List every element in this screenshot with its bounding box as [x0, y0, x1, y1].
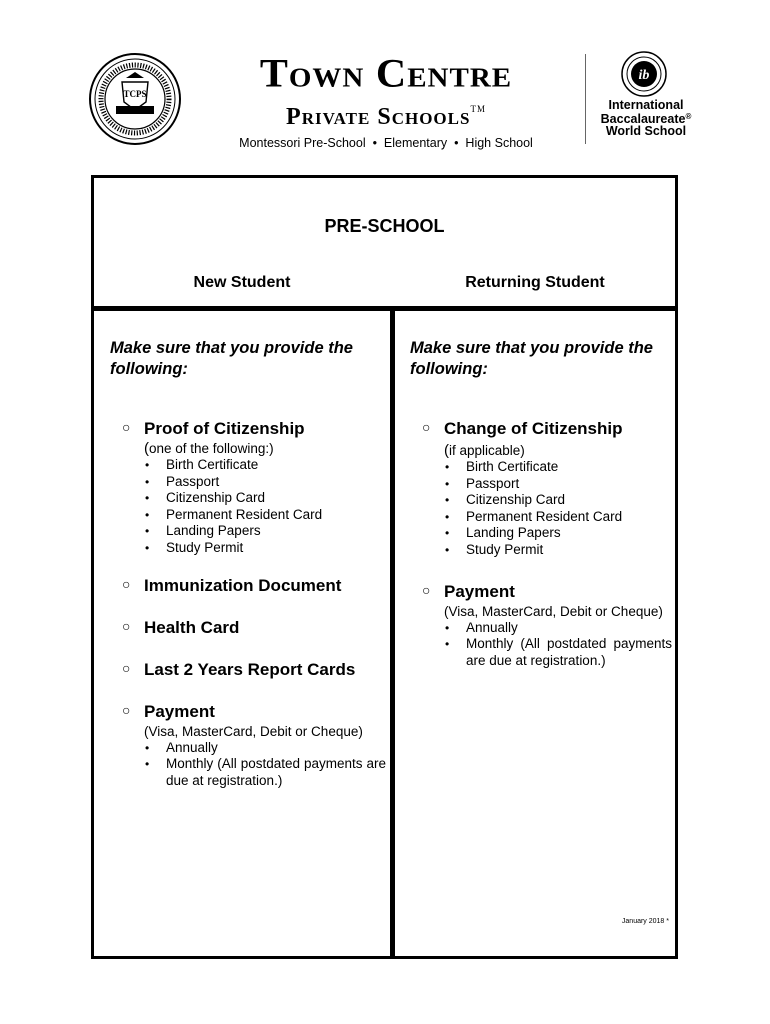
document-list — [144, 457, 386, 557]
column-divider-line — [390, 311, 395, 956]
column-heading-new-student: New Student — [193, 274, 291, 291]
circle-outline-icon: ○ — [422, 419, 431, 435]
list-item: • Study Permit — [466, 542, 672, 559]
item-note: (if applicable) — [444, 442, 525, 459]
checklist-item-payment: ○ Payment (Visa, MasterCard, Debit or Cheque) • Annually • Monthly (All postdated payments are due at registration.) — [410, 581, 672, 670]
school-brand — [196, 52, 576, 150]
list-item: • Landing Papers — [166, 523, 386, 540]
list-item: • Permanent Resident Card — [166, 507, 386, 524]
checklist-item-payment: ○ Payment (Visa, MasterCard, Debit or Cheque) • Annually • Monthly (All postdated payments are due at registration.) — [110, 701, 386, 790]
circle-outline-icon: ○ — [422, 581, 431, 598]
checklist-item-report-cards: ○ Last 2 Years Report Cards — [122, 659, 356, 679]
ib-logo-text: ib — [638, 68, 650, 83]
checklist-item-change-of-citizenship: ○ Change of Citizenship (if applicable) • Birth Certificate • Passport • Citizenship Card • Permanent Resident Card • Landing Papers • Study Permit — [410, 418, 672, 559]
payment-options-list — [444, 620, 672, 670]
document-date: January 2018 * — [621, 918, 669, 925]
checklist-item-health-card: ○ Health Card — [122, 617, 240, 637]
list-item: • Annually — [166, 740, 386, 757]
program-elementary: Elementary — [383, 136, 448, 150]
ib-logo-icon — [620, 50, 668, 98]
list-item: • Annually — [466, 620, 672, 637]
circle-outline-icon: ○ — [122, 419, 131, 435]
list-item: • Birth Certificate — [466, 459, 672, 476]
document-list — [444, 459, 672, 559]
column-heading-returning-student: Returning Student — [465, 274, 605, 291]
program-montessori: Montessori Pre-School — [239, 136, 366, 150]
item-note: (Visa, MasterCard, Debit or Cheque) — [144, 723, 363, 739]
checklist-item-immunization: ○ Immunization Document — [122, 575, 342, 595]
item-note: (one of the following:) — [144, 440, 274, 457]
school-seal-logo — [88, 52, 182, 146]
list-item: • Monthly (All postdated payments are due at registration.) — [166, 756, 386, 789]
section-title: PRE-SCHOOL — [324, 216, 445, 236]
list-item: • Monthly (All postdated payments are due at registration.) — [466, 636, 672, 669]
list-item: • Landing Papers — [466, 525, 672, 542]
circle-outline-icon: ○ — [122, 659, 131, 676]
header-divider-line — [94, 306, 675, 311]
list-item: • Birth Certificate — [166, 457, 386, 474]
program-high-school: High School — [465, 136, 533, 150]
circle-outline-icon: ○ — [122, 617, 131, 634]
programs-line: Montessori Pre-School • Elementary • High School — [239, 136, 533, 150]
seal-text: TCPS — [123, 89, 147, 99]
circle-outline-icon: ○ — [122, 575, 131, 592]
brand-subtitle: Private Schools™ — [286, 104, 486, 130]
new-student-column — [110, 338, 386, 789]
list-item: • Permanent Resident Card — [466, 509, 672, 526]
ib-world-school-text: International Baccalaureate® World School — [600, 98, 692, 138]
list-item: • Passport — [166, 474, 386, 491]
item-note: (Visa, MasterCard, Debit or Cheque) — [444, 603, 663, 619]
trademark-mark: TM — [470, 104, 486, 114]
list-item: • Citizenship Card — [466, 492, 672, 509]
list-item: • Passport — [466, 476, 672, 493]
header-divider — [585, 54, 586, 144]
list-item: • Study Permit — [166, 540, 386, 557]
payment-options-list — [144, 740, 386, 790]
returning-student-column — [410, 338, 672, 669]
circle-outline-icon: ○ — [122, 701, 131, 718]
list-item: • Citizenship Card — [166, 490, 386, 507]
new-student-intro: Make sure that you provide the following: — [110, 339, 353, 378]
preschool-checklist-box — [91, 175, 678, 959]
brand-title: Town Centre — [259, 52, 513, 96]
returning-student-intro: Make sure that you provide the following: — [410, 339, 653, 378]
checklist-item-proof-of-citizenship: ○ Proof of Citizenship (one of the following:) • Birth Certificate • Passport • Citizenship Card • Permanent Resident Card • Landing Papers • Study Permit — [110, 418, 386, 557]
